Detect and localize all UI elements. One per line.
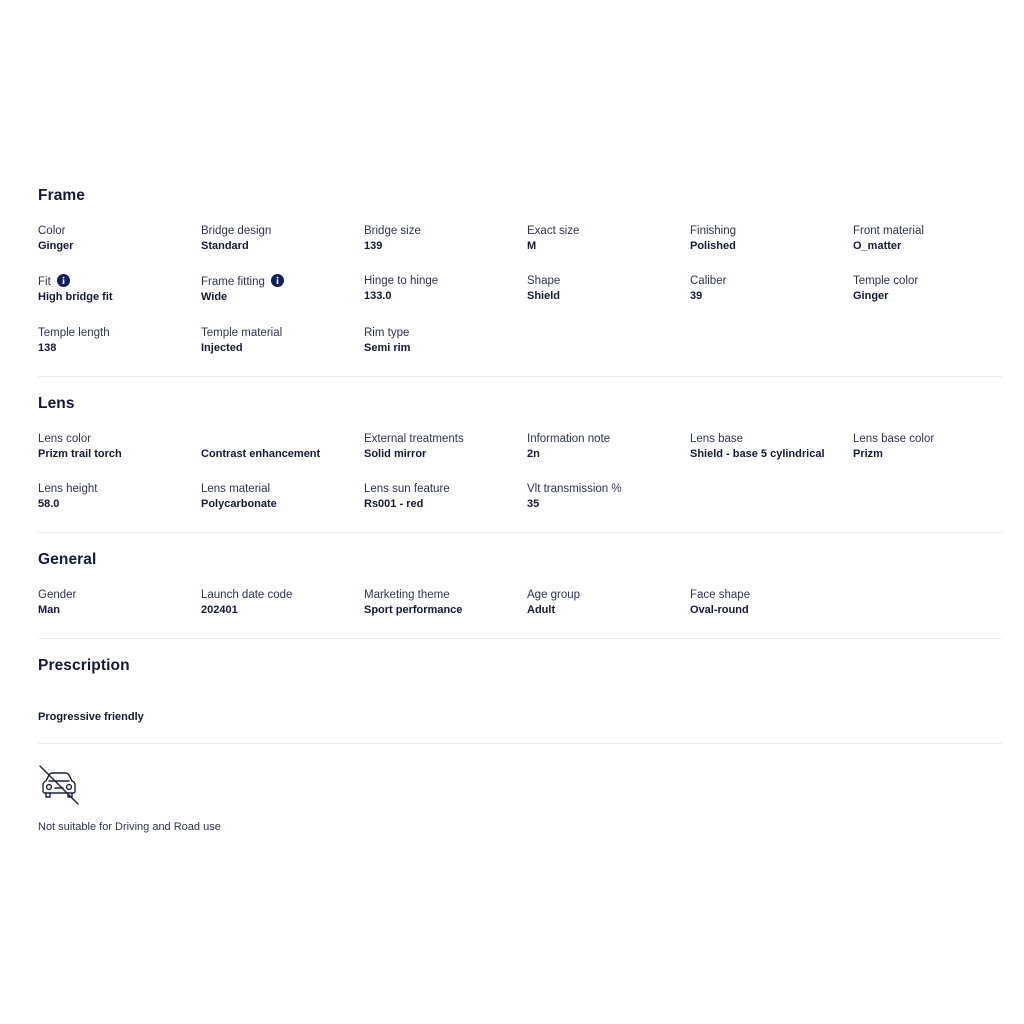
spec-label: Temple color: [853, 275, 919, 287]
spec-color: [38, 224, 198, 253]
spec-value: 138: [38, 342, 57, 354]
spec-value: Adult: [527, 604, 556, 616]
spec-value: Solid mirror: [364, 448, 427, 460]
section-divider: [38, 376, 1002, 377]
spec-hinge-to-hinge: [364, 274, 524, 303]
info-icon[interactable]: [57, 274, 70, 287]
spec-value: Polycarbonate: [201, 498, 277, 510]
spec-label: Lens color: [38, 433, 92, 445]
spec-value: Injected: [201, 342, 243, 354]
spec-temple-color: [853, 274, 1013, 303]
spec-value: Ginger: [853, 290, 889, 302]
spec-exact-size: [527, 224, 687, 253]
spec-lens-material: [201, 482, 361, 511]
spec-age-group: [527, 588, 687, 617]
spec-label: Bridge size: [364, 225, 421, 237]
spec-value: Shield: [527, 290, 561, 302]
spec-label: Bridge design: [201, 225, 272, 237]
spec-label: Shape: [527, 275, 561, 287]
spec-value: Rs001 - red: [364, 498, 424, 510]
spec-value: Ginger: [38, 240, 74, 252]
spec-bridge-design: [201, 224, 361, 253]
spec-vlt-transmission: [527, 482, 687, 511]
spec-external-treatments: [364, 432, 524, 461]
spec-label-row: [38, 274, 198, 289]
section-divider: [38, 638, 1002, 639]
spec-label: Fit: [38, 276, 51, 288]
spec-label: Lens height: [38, 483, 98, 495]
spec-label: [201, 432, 361, 446]
spec-fit: [38, 274, 198, 304]
spec-value: High bridge fit: [38, 291, 113, 303]
spec-finishing: [690, 224, 850, 253]
spec-label: Exact size: [527, 225, 580, 237]
no-driving-car-icon: [38, 764, 80, 806]
spec-label: External treatments: [364, 433, 464, 445]
frame-section-title: Frame: [38, 187, 86, 204]
spec-lens-height: [38, 482, 198, 511]
spec-value: Semi rim: [364, 342, 411, 354]
spec-lens-technology: [201, 432, 361, 461]
spec-value: 39: [690, 290, 703, 302]
spec-lens-color: [38, 432, 198, 461]
spec-label: Caliber: [690, 275, 727, 287]
spec-marketing-theme: [364, 588, 524, 617]
spec-label: Color: [38, 225, 66, 237]
lens-section-title: Lens: [38, 395, 75, 412]
spec-label: Temple length: [38, 327, 110, 339]
spec-value: O_matter: [853, 240, 902, 252]
spec-label: Temple material: [201, 327, 283, 339]
spec-value: 35: [527, 498, 540, 510]
spec-value: Sport performance: [364, 604, 463, 616]
spec-bridge-size: [364, 224, 524, 253]
spec-label: Information note: [527, 433, 611, 445]
spec-label-row: [201, 274, 361, 289]
spec-label: Frame fitting: [201, 276, 265, 288]
spec-label: Rim type: [364, 327, 410, 339]
spec-value: 139: [364, 240, 383, 252]
spec-gender: [38, 588, 198, 617]
spec-information-note: [527, 432, 687, 461]
spec-value: Prizm: [853, 448, 883, 460]
spec-value: Man: [38, 604, 60, 616]
spec-lens-base-color: [853, 432, 1013, 461]
spec-lens-sun-feature: [364, 482, 524, 511]
spec-value: Progressive friendly: [38, 711, 144, 723]
spec-temple-length: [38, 326, 198, 355]
spec-label: Lens base color: [853, 433, 935, 445]
spec-face-shape: [690, 588, 850, 617]
spec-value: 2n: [527, 448, 540, 460]
section-divider: [38, 532, 1002, 533]
spec-lens-base: [690, 432, 850, 461]
spec-launch-date-code: [201, 588, 361, 617]
spec-shape: [527, 274, 687, 303]
spec-label: Finishing: [690, 225, 737, 237]
spec-value: 133.0: [364, 290, 392, 302]
spec-label: Vlt transmission %: [527, 483, 622, 495]
spec-value: Shield - base 5 cylindrical: [690, 448, 825, 460]
spec-label: Lens base: [690, 433, 744, 445]
spec-value: 202401: [201, 604, 238, 616]
spec-value: Wide: [201, 291, 228, 303]
info-icon[interactable]: [271, 274, 284, 287]
spec-value: Standard: [201, 240, 249, 252]
spec-value: Polished: [690, 240, 736, 252]
section-divider: [38, 743, 1002, 744]
spec-frame-fitting: [201, 274, 361, 304]
spec-value: Prizm trail torch: [38, 448, 122, 460]
spec-value: Oval-round: [690, 604, 749, 616]
spec-caliber: [690, 274, 850, 303]
spec-label: Lens sun feature: [364, 483, 450, 495]
spec-label: Gender: [38, 589, 77, 601]
spec-label: Lens material: [201, 483, 271, 495]
spec-front-material: [853, 224, 1013, 253]
spec-label: Face shape: [690, 589, 751, 601]
spec-label: Launch date code: [201, 589, 293, 601]
spec-value: M: [527, 240, 537, 252]
spec-prescription: [38, 709, 198, 724]
spec-value: 58.0: [38, 498, 60, 510]
spec-rim-type: [364, 326, 524, 355]
spec-label: Front material: [853, 225, 924, 237]
spec-label: Hinge to hinge: [364, 275, 439, 287]
prescription-section-title: Prescription: [38, 657, 130, 674]
spec-value: Contrast enhancement: [201, 448, 321, 460]
driving-notice-text: Not suitable for Driving and Road use: [38, 821, 221, 833]
spec-label: Marketing theme: [364, 589, 450, 601]
spec-label: Age group: [527, 589, 581, 601]
general-section-title: General: [38, 551, 97, 568]
spec-temple-material: [201, 326, 361, 355]
